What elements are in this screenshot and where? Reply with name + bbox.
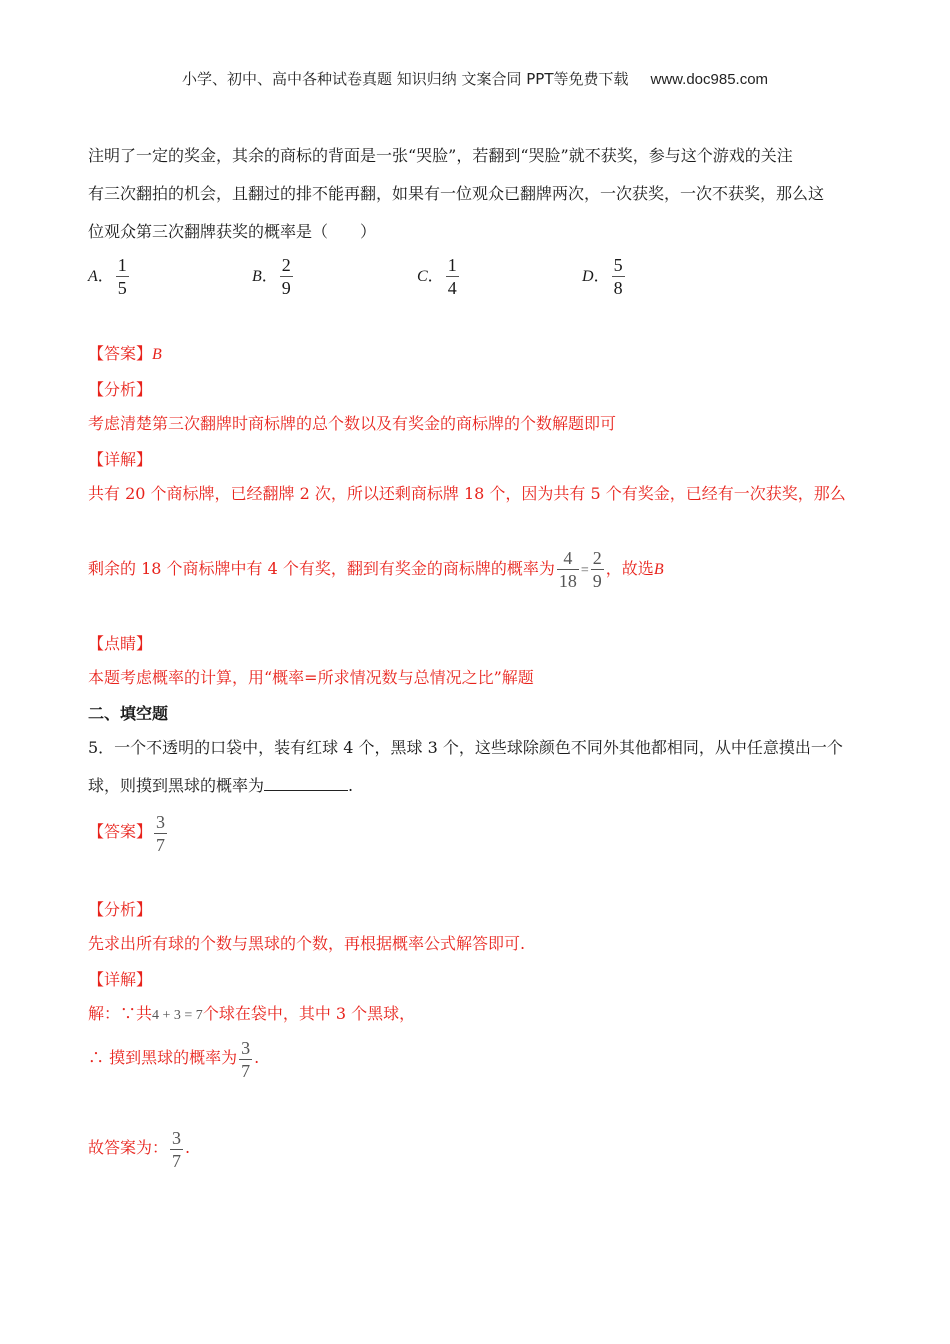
answer-value: B [152,346,162,363]
q4-option-d: D． $\frac{5}{8}$ [582,255,623,298]
q5-answer [88,808,169,856]
option-fraction [116,254,129,299]
option-fraction [612,254,625,299]
q4-analysis-text: 考虑清楚第三次翻牌时商标牌的总个数以及有奖金的商标牌的个数解题即可 [88,414,617,433]
frac-denominator: 8 [613,278,623,298]
option-letter: A [88,268,98,285]
q4-detail-tag: 【详解】 [88,450,153,469]
q5-analysis-text: 先求出所有球的个数与黑球的个数，再根据概率公式解答即可. [88,934,526,953]
q4-text-line-2: 有三次翻拍的机会，且翻过的排不能再翻，如果有一位观众已翻牌两次，一次获奖，一次不获奖，那么这 [88,184,825,203]
q5-analysis-tag: 【分析】 [88,900,153,919]
frac-numerator: 3 [172,1128,182,1148]
answer-fraction [154,811,167,856]
q5-text-line-2 [88,774,353,798]
detail-text-suffix: 个球在袋中，其中 3 个黑球， [202,1004,416,1023]
q5-text-line-1: 5．一个不透明的口袋中，装有红球 4 个，黑球 3 个，这些球除颜色不同外其他都相同，从中任意摸出一个 [88,738,843,757]
q4-point-text: 本题考虑概率的计算，用“概率=所求情况数与总情况之比”解题 [88,668,534,687]
header-text: 小学、初中、高中各种试卷真题 知识归纳 文案合同 PPT等免费下载 [181,70,629,88]
frac-numerator: 4 [557,547,579,570]
frac-numerator: 2 [592,548,602,568]
q4-detail-line-1: 共有 20 个商标牌，已经翻牌 2 次，所以还剩商标牌 18 个，因为共有 5 个有奖金，已经有一次获奖，那么 [88,484,846,503]
frac-numerator: 1 [117,255,127,275]
frac-denominator: 7 [156,835,166,855]
q4-option-c: C． $\frac{1}{4}$ [417,255,457,298]
q4-analysis-tag: 【分析】 [88,380,153,399]
detail-math: 4 + 3 = 7 [152,1008,203,1023]
q4-detail-line-2 [88,546,664,594]
frac-numerator: 3 [156,812,166,832]
frac-denominator: 9 [592,571,602,591]
detail-fraction-1 [557,547,579,592]
q4-point-tag: 【点睛】 [88,634,153,653]
frac-denominator: 7 [241,1061,251,1081]
detail-fraction [239,1037,252,1082]
frac-denominator: 9 [281,278,291,298]
answer-tag: 【答案】 [88,344,153,363]
frac-denominator: 4 [447,278,457,298]
q5-final-answer [88,1124,190,1172]
frac-denominator: 7 [172,1151,182,1171]
detail-text: 剩余的 18 个商标牌中有 4 个有奖，翻到有奖金的商标牌的概率为 [88,559,555,578]
page-header [0,68,950,89]
option-letter: D [582,268,594,285]
q5-line2-text: 球，则摸到黑球的概率为 [88,776,265,795]
detail-choice: B [653,561,664,578]
equals-sign: = [580,563,589,578]
detail-suffix: ，故选 [605,559,654,578]
frac-numerator: 2 [281,255,291,275]
header-site-link[interactable]: www.doc985.com [650,71,769,88]
frac-numerator: 1 [447,255,457,275]
q4-option-a: A． $\frac{1}{5}$ [88,255,127,298]
detail-text: ∴ 摸到黑球的概率为 [88,1048,238,1067]
option-letter: C [417,268,428,285]
answer-tag: 【答案】 [88,822,153,841]
option-fraction [280,254,293,299]
frac-denominator: 5 [117,278,127,298]
q5-detail-line-2 [88,1034,259,1082]
option-letter: B [252,268,262,285]
q4-option-b: B． $\frac{2}{9}$ [252,255,291,298]
final-text: 故答案为： [88,1138,169,1157]
frac-numerator: 5 [613,255,623,275]
q4-answer [88,342,162,367]
detail-text: 解：∵共 [88,1004,153,1023]
q4-text-line-3: 位观众第三次翻牌获奖的概率是（ ） [88,222,377,241]
detail-fraction-2 [591,547,604,592]
detail-suffix: . [254,1048,260,1067]
frac-numerator: 3 [241,1038,251,1058]
final-suffix: . [185,1138,191,1157]
q5-line2-suffix: . [348,776,354,795]
frac-denominator: 18 [558,571,577,591]
q4-text-line-1: 注明了一定的奖金，其余的商标的背面是一张“哭脸”，若翻到“哭脸”就不获奖，参与这个游戏的关注 [88,146,793,165]
q5-detail-tag: 【详解】 [88,970,153,989]
q5-detail-line-1 [88,1002,415,1028]
final-fraction [170,1127,183,1172]
answer-blank [264,774,348,791]
option-fraction [446,254,459,299]
section-title: 二、填空题 [88,704,169,723]
